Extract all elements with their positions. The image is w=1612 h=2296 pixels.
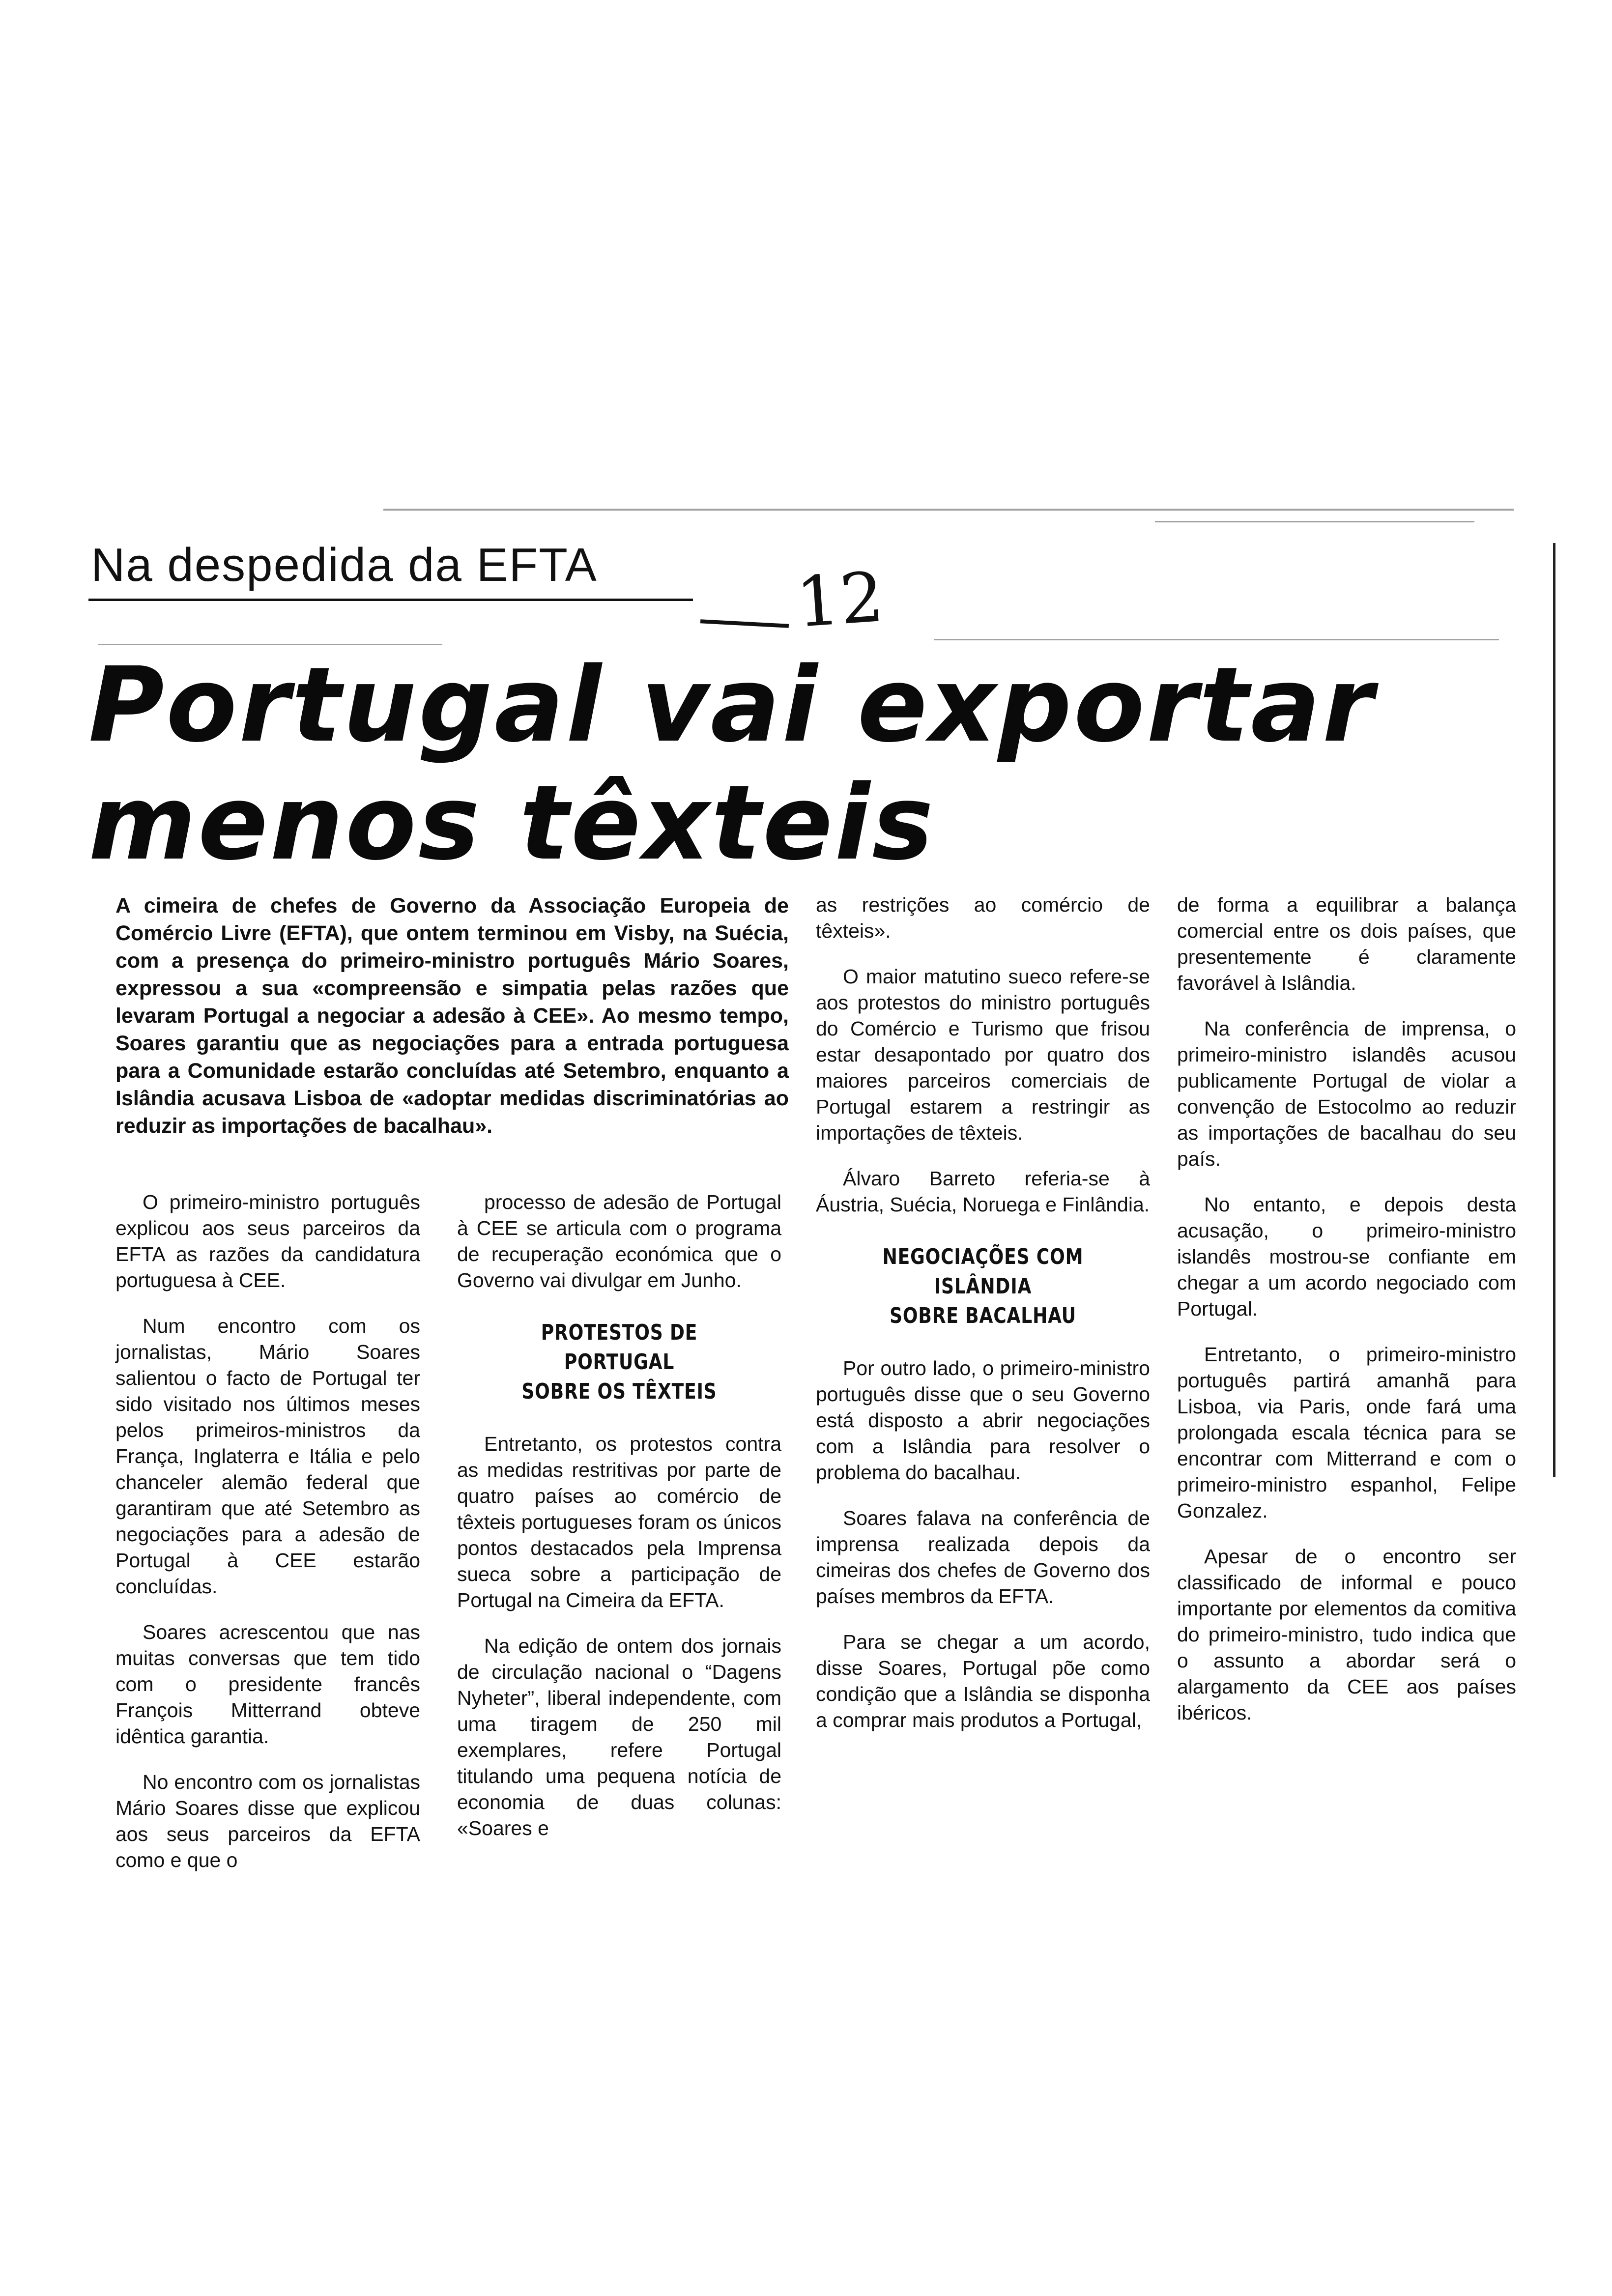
paragraph: Soares falava na conferência de imprensa realizada depois da cimeiras dos chefes de Governo dos países membros da EFTA. xyxy=(816,1507,1150,1607)
kicker-rule xyxy=(88,599,693,601)
scan-noise xyxy=(383,509,1514,511)
paragraph: Para se chegar a um acordo, disse Soares, Portugal põe como condição que a Islândia se disponha a comprar mais produtos a Portugal, xyxy=(816,1631,1150,1731)
paragraph: No encontro com os jornalistas Mário Soares disse que explicou aos seus parceiros da EFTA como e que o xyxy=(115,1771,420,1871)
paragraph: Soares acrescentou que nas muitas conversas que tem tido com o presidente francês François Mitterrand obteve idêntica garantia. xyxy=(115,1621,420,1748)
lede-paragraph: A cimeira de chefes de Governo da Associação Europeia de Comércio Livre (EFTA), que ontem terminou em Visby, na Suécia, com a presença do primeiro-ministro português Mário Soares, expressou a sua «compreensão e simpatia pelas razões que levaram Portugal a negociar a adesão à CEE». Ao mesmo tempo, Soares garantiu que as negociações para a entrada portuguesa para a Comunidade estarão concluídas até Setembro, enquanto a Islândia acusava Lisboa de «adoptar medidas discriminatórias ao reduzir as importações de bacalhau». xyxy=(115,894,789,1138)
paragraph: Álvaro Barreto referia-se à Áustria, Suécia, Noruega e Finlândia. xyxy=(816,1167,1150,1216)
subhead-protestos xyxy=(486,1318,752,1406)
paragraph: as restrições ao comércio de têxteis». xyxy=(816,893,1150,942)
column-4 xyxy=(1177,892,1516,1726)
paragraph: Apesar de o encontro ser classificado de informal e pouco importante por elementos da comitiva do primeiro-ministro, tudo indica que o assunto a abordar será o alargamento da CEE aos países ibéricos. xyxy=(1177,1545,1516,1724)
paragraph: No entanto, e depois desta acusação, o primeiro-ministro islandês mostrou-se confiante em chegar a um acordo negociado com Portugal. xyxy=(1177,1193,1516,1320)
paragraph: Na conferência de imprensa, o primeiro-ministro islandês acusou publicamente Portugal de violar a convenção de Estocolmo ao reduzir as importações de bacalhau do seu país. xyxy=(1177,1017,1516,1170)
paragraph: O maior matutino sueco refere-se aos protestos do ministro português do Comércio e Turismo que frisou estar desapontado por quatro dos maiores parceiros comerciais de Portugal estarem a restringir as importações de têxteis. xyxy=(816,965,1150,1144)
column-1 xyxy=(115,1189,420,1873)
scan-noise xyxy=(934,639,1499,640)
paragraph: processo de adesão de Portugal à CEE se articula com o programa de recuperação económica que o Governo vai divulgar em Junho. xyxy=(457,1191,781,1292)
handwritten-stroke xyxy=(700,619,789,628)
handwritten-note: 12 xyxy=(793,557,887,644)
kicker: Na despedida da EFTA xyxy=(91,539,598,591)
column-2 xyxy=(457,1189,781,1841)
subhead-negociacoes xyxy=(846,1242,1120,1331)
subhead-line: PROTESTOS DE PORTUGAL xyxy=(541,1320,698,1375)
headline-line-1: Portugal vai exportar xyxy=(88,645,1376,765)
subhead-line: SOBRE OS TÊXTEIS xyxy=(521,1379,717,1404)
subhead-line: NEGOCIAÇÕES COM ISLÂNDIA xyxy=(882,1244,1084,1299)
paragraph: O primeiro-ministro português explicou aos seus parceiros da EFTA as razões da candidatura portuguesa à CEE. xyxy=(115,1191,420,1292)
scan-noise xyxy=(1155,521,1474,522)
paragraph: Na edição de ontem dos jornais de circulação nacional o “Dagens Nyheter”, liberal independente, com uma tiragem de 250 mil exemplares, refere Portugal titulando uma pequena notícia de economia de duas colunas: «Soares e xyxy=(457,1635,781,1839)
paragraph: de forma a equilibrar a balança comercial entre os dois países, que presentemente é claramente favorável à Islândia. xyxy=(1177,893,1516,994)
subhead-line: SOBRE BACALHAU xyxy=(890,1303,1076,1328)
column-3 xyxy=(816,892,1150,1733)
paragraph: Entretanto, os protestos contra as medidas restritivas por parte de quatro países ao comércio de têxteis portugueses foram os únicos pontos destacados pela Imprensa sueca sobre a participação de Portugal na Cimeira da EFTA. xyxy=(457,1433,781,1611)
paragraph: Entretanto, o primeiro-ministro português partirá amanhã para Lisboa, via Paris, onde fará uma prolongada escala técnica para se encontrar com Mitterrand e com o primeiro-ministro espanhol, Felipe Gonzalez. xyxy=(1177,1343,1516,1522)
clipping-edge xyxy=(1553,543,1555,1477)
paragraph: Por outro lado, o primeiro-ministro português disse que o seu Governo está disposto a abrir negociações com a Islândia para resolver o problema do bacalhau. xyxy=(816,1357,1150,1484)
paragraph: Num encontro com os jornalistas, Mário Soares salientou o facto de Portugal ter sido visitado nos últimos meses pelos primeiros-ministros da França, Inglaterra e Itália e pelo chanceler alemão federal que garantiram que até Setembro as negociações para a adesão de Portugal à CEE estarão concluídas. xyxy=(115,1315,420,1598)
headline-line-2: menos têxteis xyxy=(88,763,936,883)
headline xyxy=(88,646,1425,882)
